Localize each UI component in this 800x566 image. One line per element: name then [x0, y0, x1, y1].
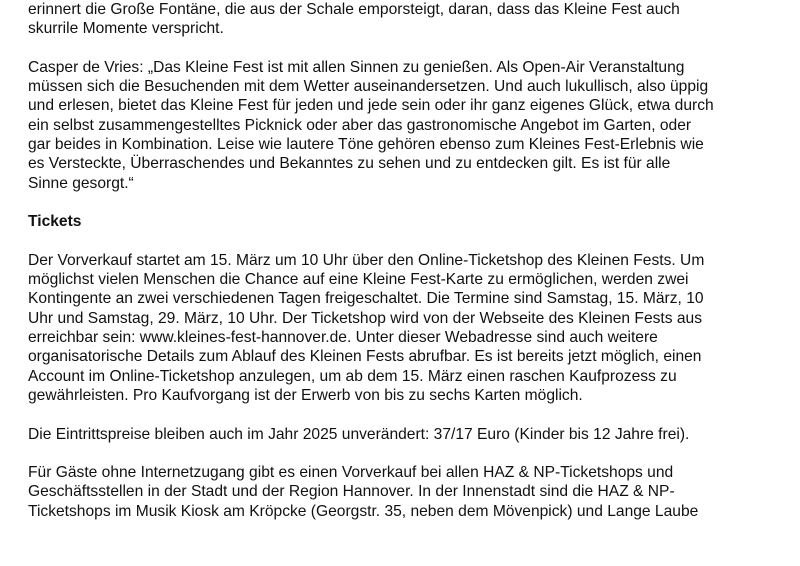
text-line: Account im Online-Ticketshop anzulegen, um ab dem 15. März einen raschen Kaufprozess zu — [28, 367, 677, 385]
text-line: Geschäftsstellen in der Stadt und der Region Hannover. In der Innenstadt sind die HAZ & NP- — [28, 483, 675, 501]
text-line: Uhr und Samstag, 29. März, 10 Uhr. Der Ticketshop wird von der Webseite des Kleinen Fests aus — [28, 309, 703, 327]
text-line: Casper de Vries: „Das Kleine Fest ist mit allen Sinnen zu genießen. Als Open-Air Veranstaltung — [28, 58, 685, 76]
text-line: organisatorische Details zum Ablauf des Kleinen Fests abrufbar. Es ist bereits jetzt möglich, einen — [28, 348, 702, 366]
text-line: gewährleisten. Pro Kaufvorgang ist der Erwerb von bis zu sechs Karten möglich. — [28, 386, 583, 404]
section-heading-tickets: Tickets — [28, 213, 82, 231]
text-line: erreichbar sein: www.kleines-fest-hannover.de. Unter dieser Webadresse sind auch weitere — [28, 329, 658, 347]
text-line: Kontingente an zwei verschiedenen Tagen freigeschaltet. Die Termine sind Samstag, 15. März, 10 — [28, 290, 704, 308]
text-line: gar beides in Kombination. Leise wie lautere Töne gehören ebenso zum Kleines Fest-Erlebnis wie — [28, 136, 704, 154]
paragraph-offline-presale — [28, 463, 780, 521]
text-line: Ticketshops im Musik Kiosk am Kröpcke (Georgstr. 35, neben dem Mövenpick) und Lange Laube — [28, 502, 699, 520]
text-line: skurrile Momente verspricht. — [28, 20, 224, 38]
text-line: und erlesen, bietet das Kleine Fest für jeden und jede sein oder ihr ganz eigenes Glück, etwa durch — [28, 97, 714, 115]
paragraph-quote — [28, 58, 780, 193]
text-line: Die Eintrittspreise bleiben auch im Jahr 2025 unverändert: 37/17 Euro (Kinder bis 12 Jahre frei). — [28, 425, 690, 443]
text-line: es Versteckte, Überraschendes und Bekanntes zu sehen und zu entdecken gilt. Es ist für alle — [28, 155, 671, 173]
text-line: erinnert die Große Fontäne, die aus der Schale emporsteigt, daran, dass das Kleine Fest auch — [28, 1, 680, 18]
document-page — [28, 0, 780, 521]
paragraph-prices — [28, 425, 780, 444]
text-line: ein selbst zusammengestelltes Picknick oder aber das gastronomische Angebot im Garten, oder — [28, 116, 692, 134]
text-line: müssen sich die Besuchenden mit dem Wetter auseinandersetzen. Und auch lukullisch, also üppig — [28, 78, 709, 96]
paragraph-intro — [28, 0, 780, 39]
paragraph-spacer — [28, 232, 780, 251]
paragraph-spacer — [28, 444, 780, 463]
text-line: Sinne gesorgt.“ — [28, 174, 134, 192]
text-line: möglichst vielen Menschen die Chance auf eine Kleine Fest-Karte zu ermöglichen, werden zwei — [28, 271, 689, 289]
paragraph-presale — [28, 251, 780, 405]
paragraph-spacer — [28, 405, 780, 424]
paragraph-spacer — [28, 39, 780, 58]
text-line: Für Gäste ohne Internetzugang gibt es einen Vorverkauf bei allen HAZ & NP-Ticketshops und — [28, 464, 674, 482]
text-line: Der Vorverkauf startet am 15. März um 10 Uhr über den Online-Ticketshop des Kleinen Fests. Um — [28, 251, 705, 269]
paragraph-spacer — [28, 193, 780, 212]
